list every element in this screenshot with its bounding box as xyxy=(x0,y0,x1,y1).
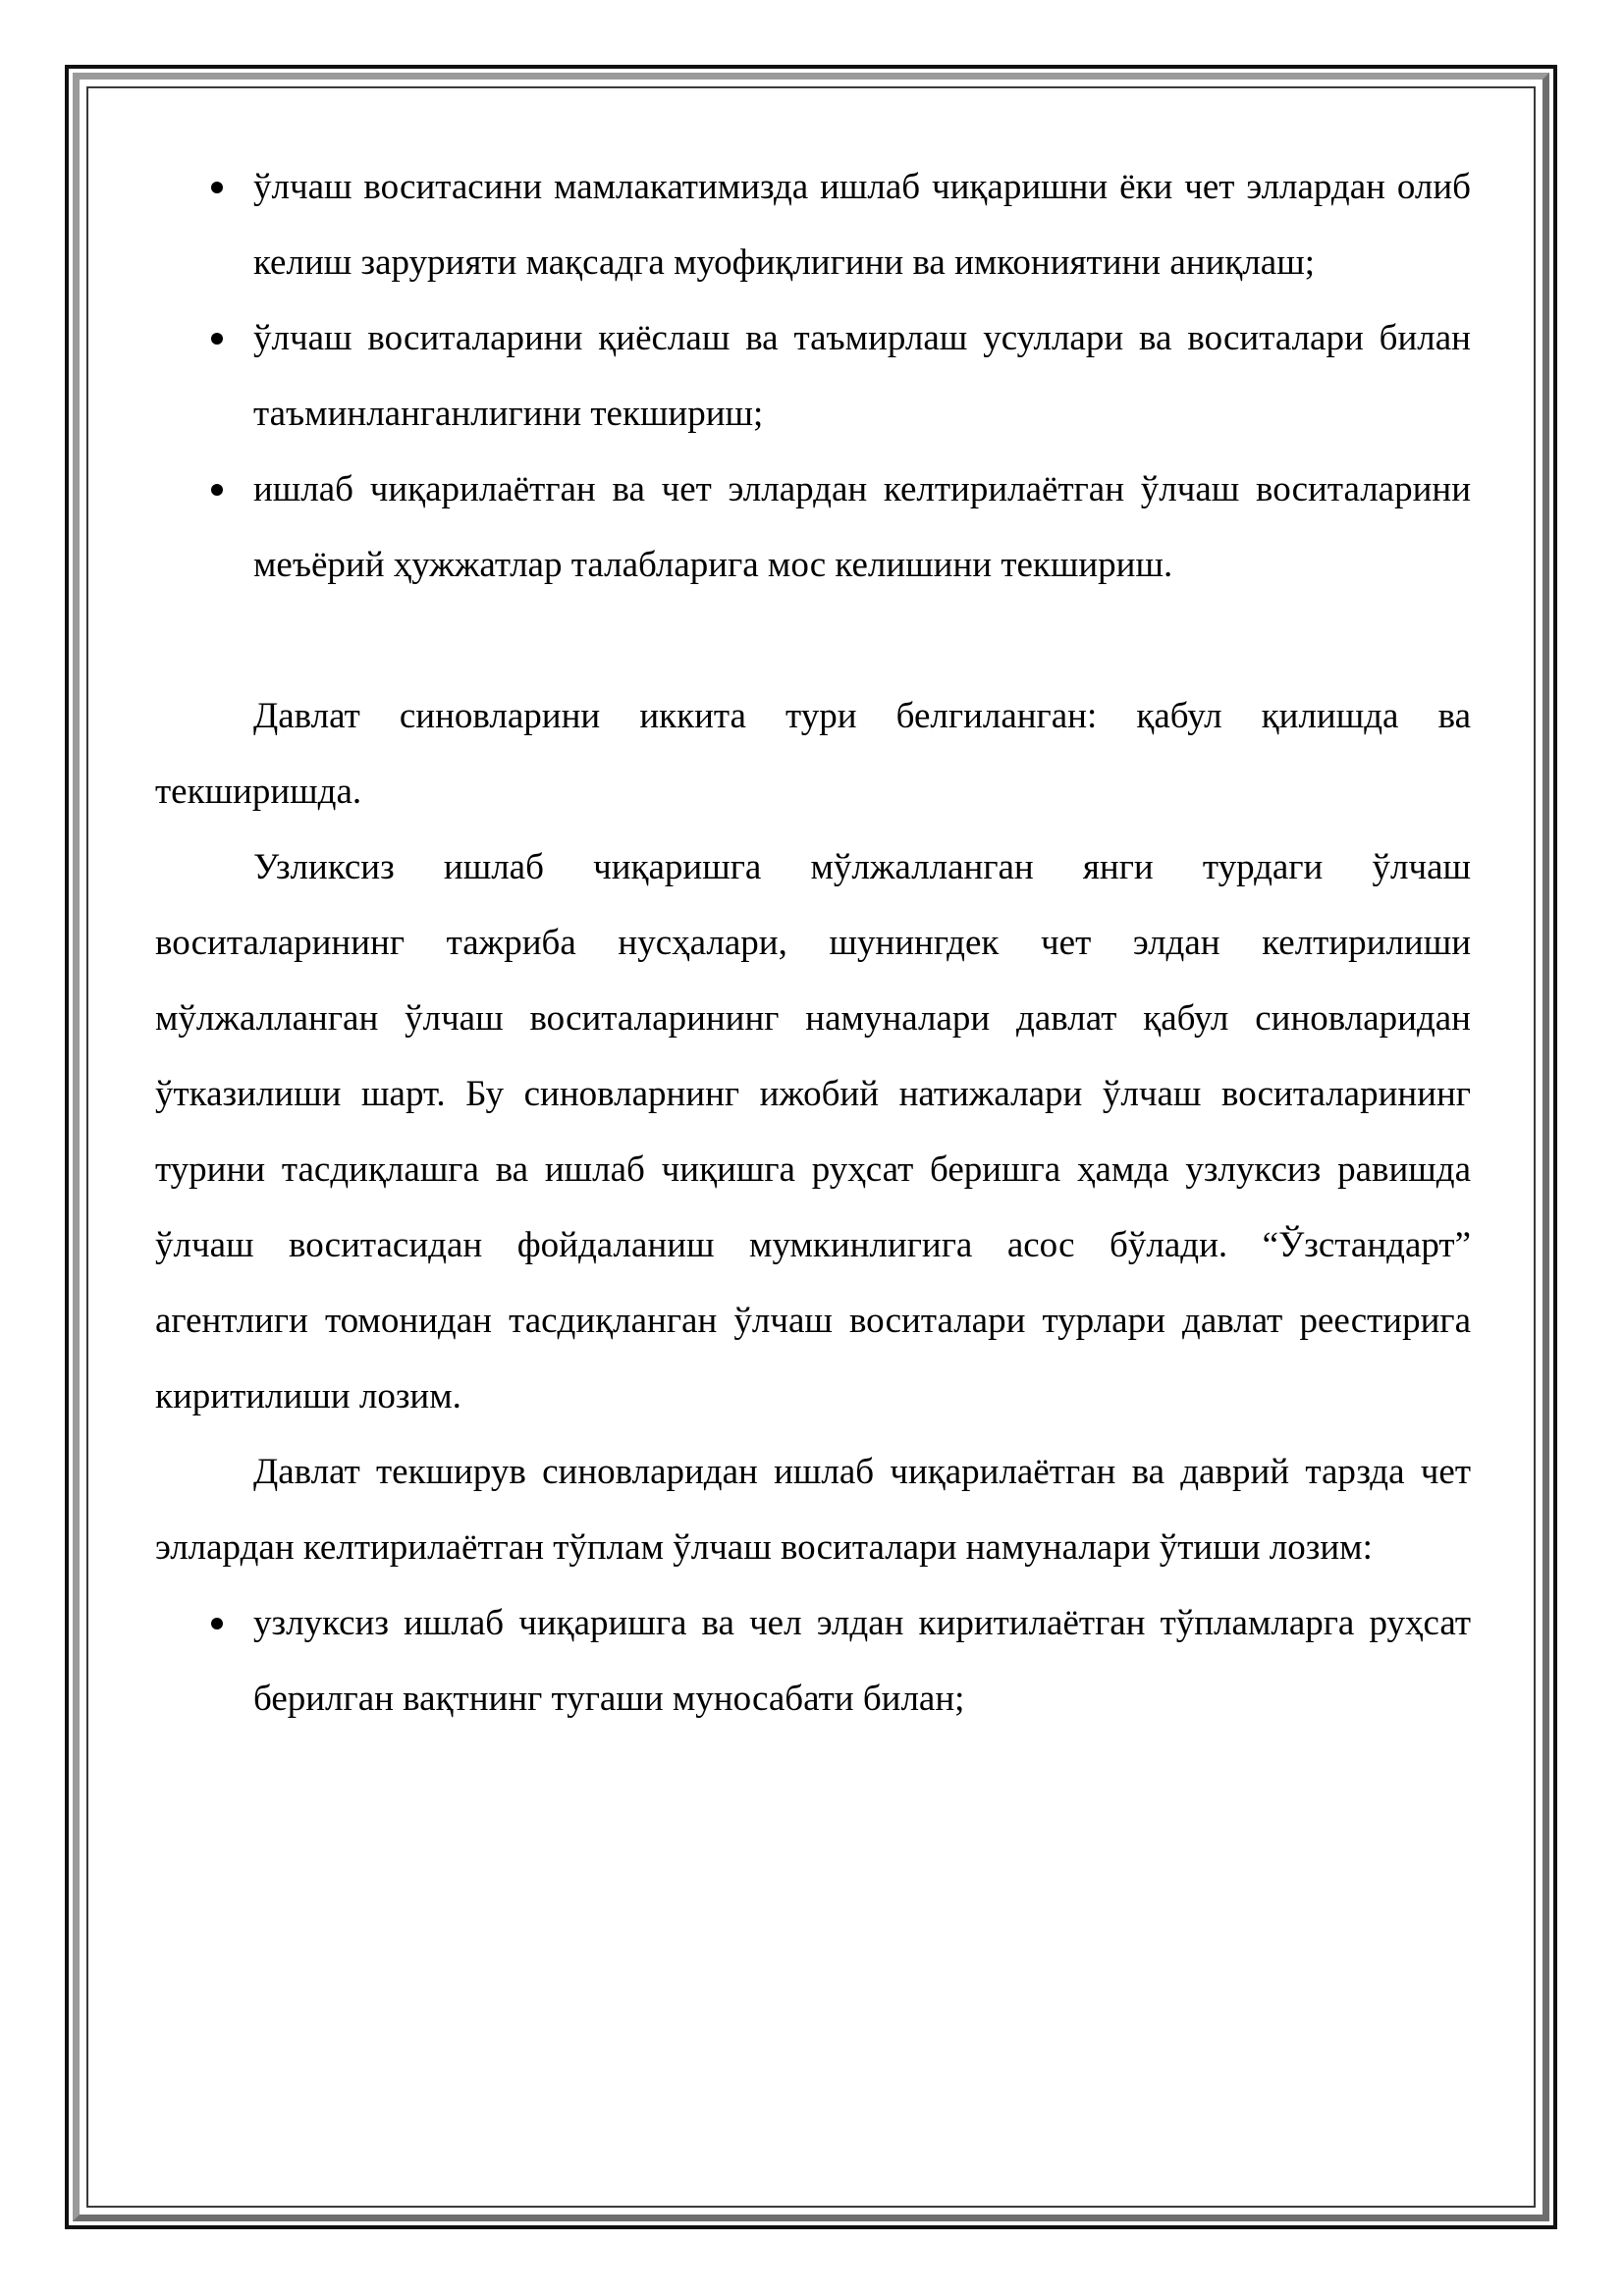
document-body xyxy=(155,149,1471,1736)
bullet-list-bottom xyxy=(155,1585,1471,1736)
bullet-icon xyxy=(211,1618,223,1629)
paragraph: Давлат текширув синовларидан ишлаб чиқарилаётган ва даврий тарзда чет эллардан келтирилаётган тўплам ўлчаш воситалари намуналари ўтиши лозим: xyxy=(155,1452,1471,1568)
paragraph-spacer xyxy=(155,603,1471,678)
bullet-icon xyxy=(211,182,223,193)
bullet-icon xyxy=(211,333,223,345)
bullet-list-top xyxy=(155,149,1471,603)
list-item xyxy=(155,149,1471,300)
paragraph: Узликсиз ишлаб чиқаришга мўлжалланган янги турдаги ўлчаш воситаларининг тажриба нусҳалари, шунингдек чет элдан келтирилиши мўлжалланган ўлчаш воситаларининг намуналари давлат қабул синовларидан ўтказилиши шарт. Бу синовларнинг ижобий натижалари ўлчаш воситаларининг турини тасдиқлашга ва ишлаб чиқишга руҳсат беришга ҳамда узлуксиз равишда ўлчаш воситасидан фойдаланиш мумкинлигига асос бўлади. “Ўзстандарт” агентлиги томонидан тасдиқланган ўлчаш воситалари турлари давлат реестирига киритилиши лозим. xyxy=(155,847,1471,1416)
list-item-text: ишлаб чиқарилаётган ва чет эллардан келтирилаётган ўлчаш воситаларини меъёрий ҳужжатлар талабларига мос келишини текшириш. xyxy=(253,469,1471,585)
paragraph: Давлат синовларини иккита тури белгиланган: қабул қилишда ва текширишда. xyxy=(155,696,1471,812)
list-item-text: ўлчаш воситаларини қиёслаш ва таъмирлаш усуллари ва воситалари билан таъминланганлигини текшириш; xyxy=(253,318,1471,434)
list-item xyxy=(155,300,1471,452)
bullet-icon xyxy=(211,484,223,496)
list-item xyxy=(155,1585,1471,1736)
list-item xyxy=(155,452,1471,603)
list-item-text: ўлчаш воситасини мамлакатимизда ишлаб чиқаришни ёки чет эллардан олиб келиш зарурияти мақсадга муофиқлигини ва имкониятини аниқлаш; xyxy=(253,167,1471,283)
list-item-text: узлуксиз ишлаб чиқаришга ва чел элдан киритилаётган тўпламларга руҳсат берилган вақтнинг тугаши муносабати билан; xyxy=(253,1603,1471,1719)
